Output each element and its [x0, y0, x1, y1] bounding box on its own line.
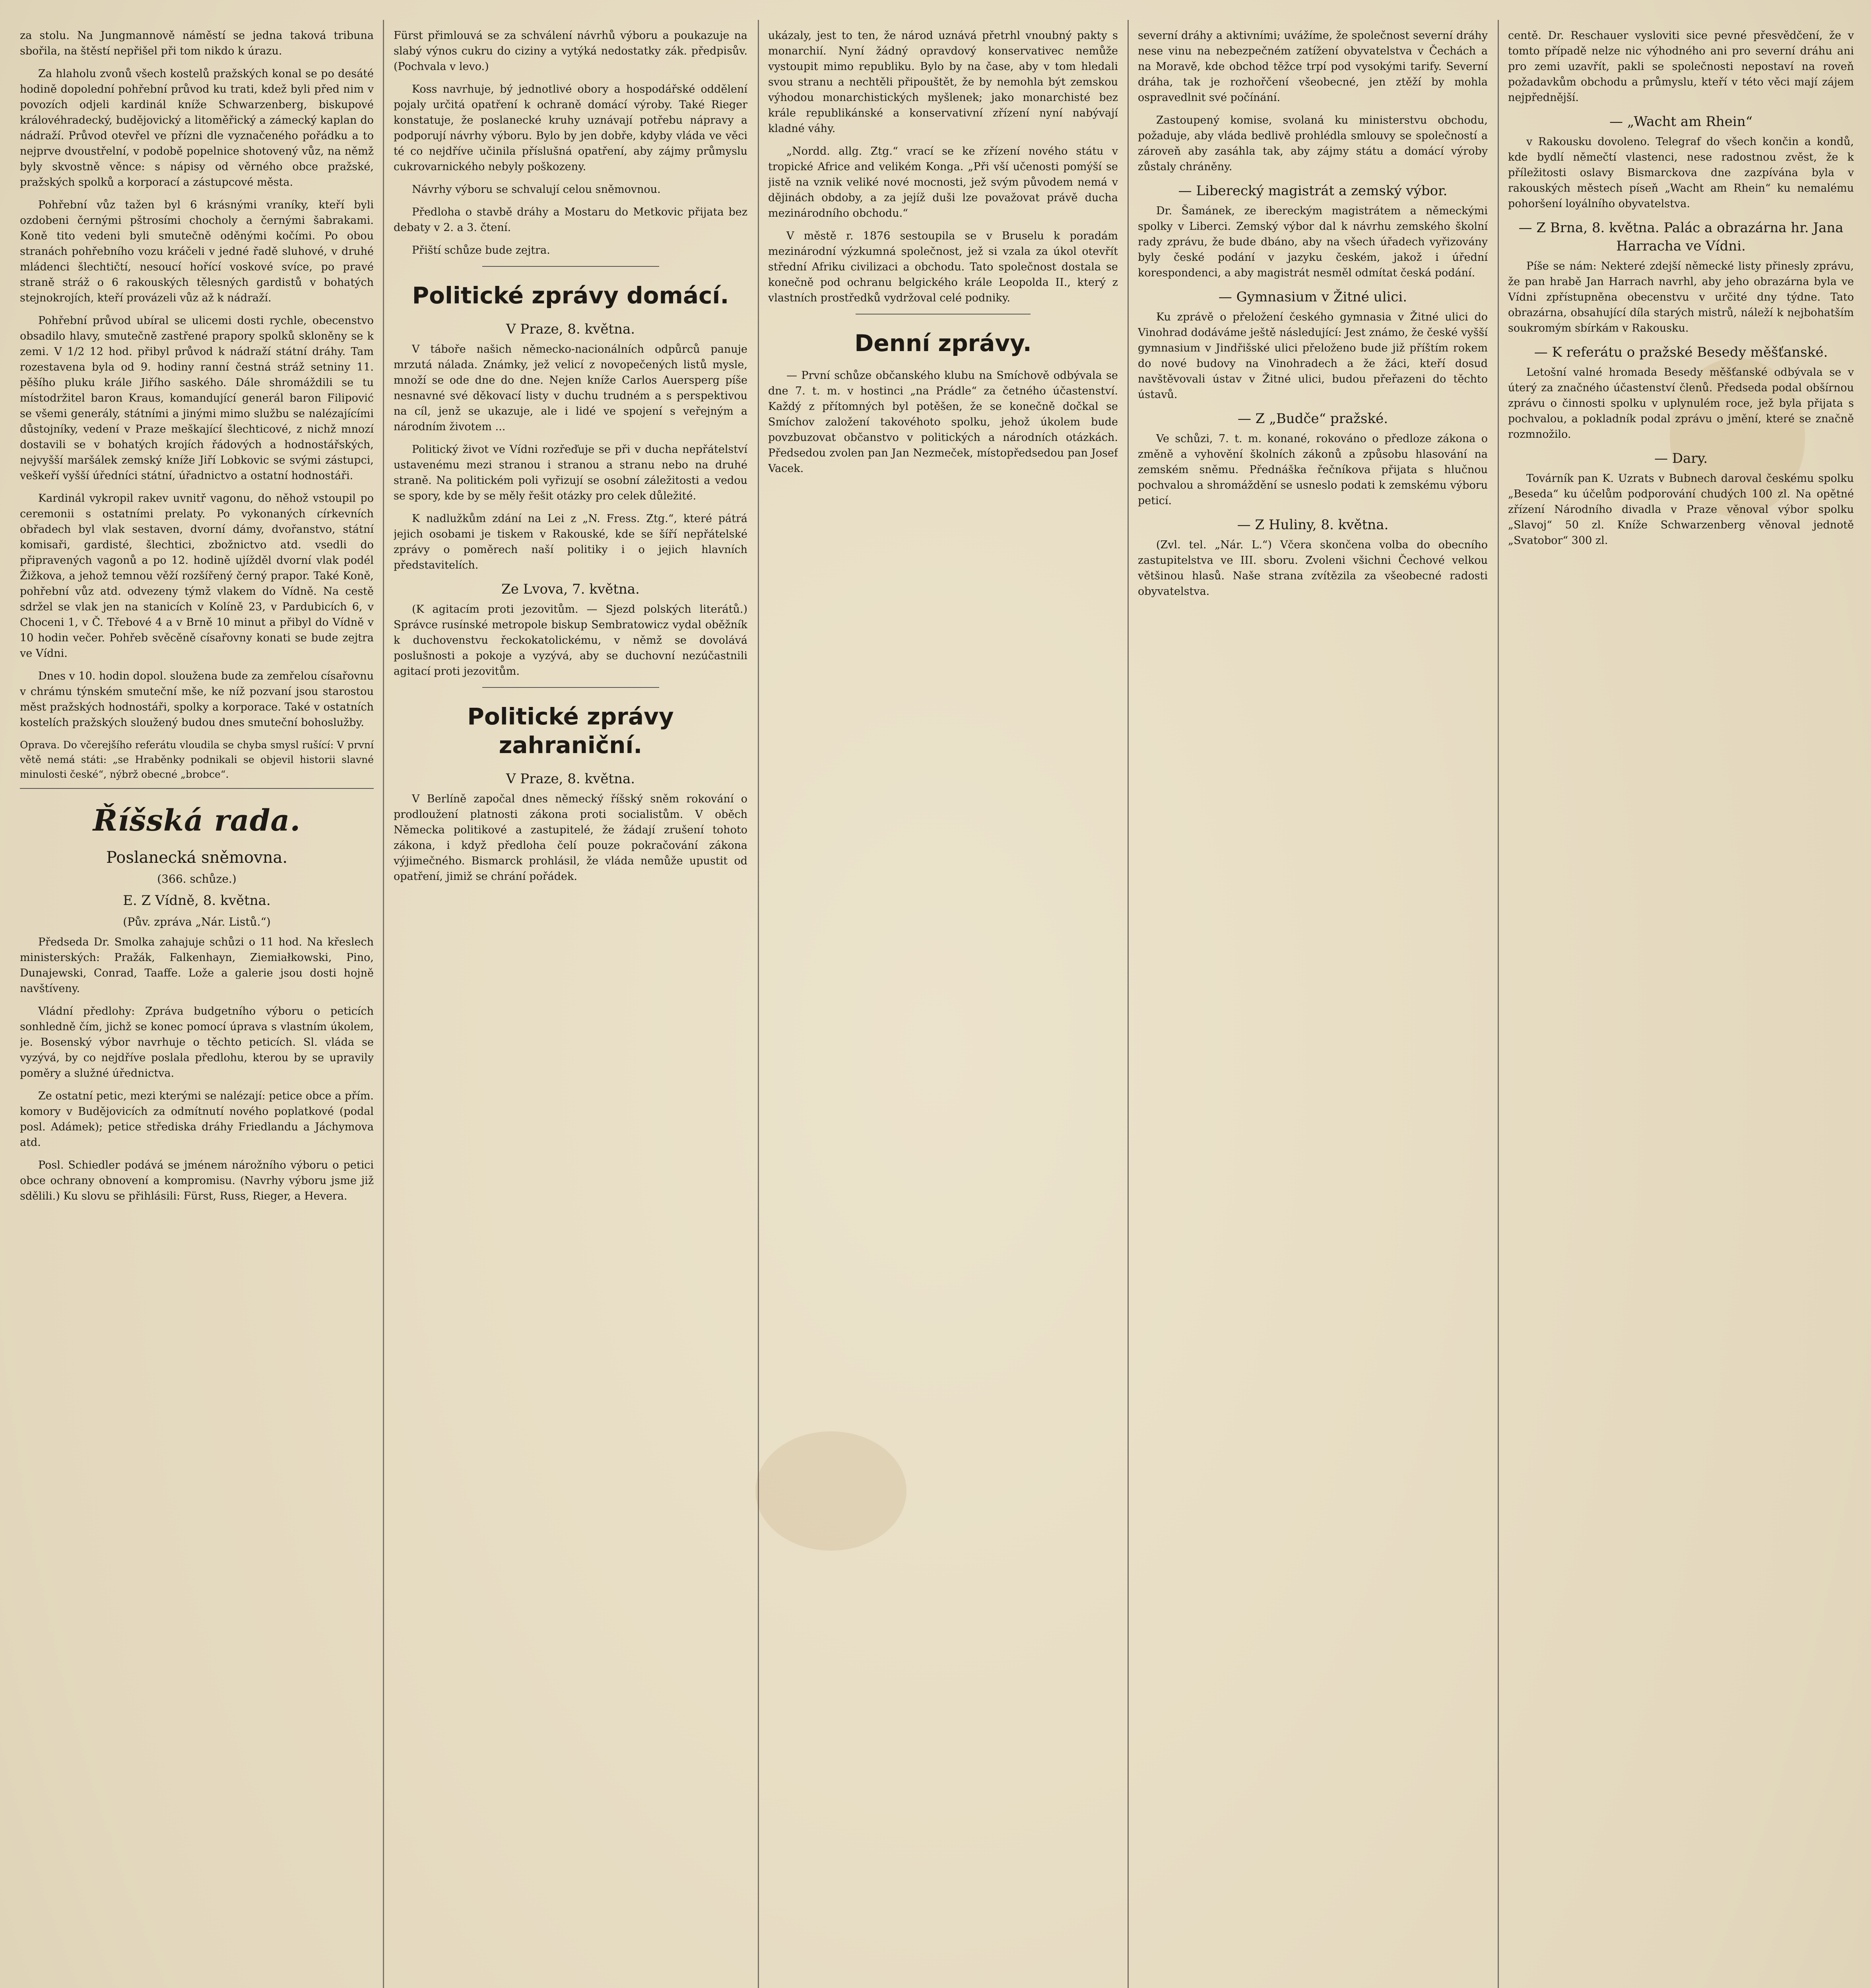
article-paragraph: Továrník pan K. Uzrats v Bubnech daroval českému spolku „Beseda“ ku účelům podporování chudých 100 zl. Na opětné zřízení Národního divadla v Praze věnoval výbor spolku „Slavoj“ 50 zl. Kníže Schwarzenberg věnoval jednotě „Svatobor“ 300 zl.: [1508, 472, 1854, 547]
article-paragraph: za stolu. Na Jungmannově náměstí se jedna taková tribuna sbořila, na štěstí nepřišel při tom nikdo k úrazu.: [20, 29, 374, 57]
article-paragraph: Přiští schůze bude zejtra.: [412, 244, 550, 256]
article-paragraph: Píše se nám: Nekteré zdejší německé listy přinesly zprávu, že pan hrabě Jan Harrach navrhl, aby jeho obrazárna byla ve Vídni zpřístupněna obecenstvu v určité dny týdne. Tato obrazárna, obsahující díla starých mistrů, náleží k nejbohatším soukromým sbírkám v Rakousku.: [1508, 260, 1854, 334]
article-paragraph: K nadlužkům zdání na Lei z „N. Fress. Ztg.“, které pátrá jejich osobami je tiskem v Rakouské, kde se šíří nepřátelské zprávy o poměrech naší politiky i o jejich hlavních představitelích.: [394, 513, 747, 571]
article-paragraph: Předseda Dr. Smolka zahajuje schůzi o 11 hod. Na křeslech ministerských: Pražák, Falkenhayn, Ziemiałkowski, Pino, Dunajewski, Conrad, Taaffe. Lože a galerie jsou dosti hojně navštíveny.: [20, 936, 374, 995]
column-3: [768, 28, 1118, 1988]
column-2: [394, 28, 747, 1988]
article-paragraph: Ku zprávě o přeložení českého gymnasia v Žitné ulici do Vinohrad dodáváme ještě následující: Jest známo, že české vyšší gymnasium v Jindřišské ulici přeloženo bude již příštím rokem do nové budovy na Vinohradech a že žáci, kteří dosud navštěvovali ústav v Žitné ulici, budou přeřazeni do těchto ústavů.: [1138, 311, 1488, 401]
section-title-daily: Denní zprávy.: [854, 330, 1032, 357]
article-paragraph: Posl. Schiedler podává se jménem nárožního výboru o petici obce ochrany obnovení a kompromisu. (Navrhy výboru jsme již sdělili.) Ku slovu se přihlásili: Fürst, Russ, Rieger, a Hevera.: [20, 1159, 374, 1202]
article-paragraph: (Zvl. tel. „Nár. L.“) Včera skončena volba do obecního zastupitelstva ve III. sboru. Zvoleni všichni Čechové velkou většinou hlasů. Naše strana zvítězila za všeobecné radosti obyvatelstva.: [1138, 539, 1488, 598]
article-paragraph: Pohřební průvod ubíral se ulicemi dosti rychle, obecenstvo obsadilo hlavy, smutečně zastřené prapory spolků skloněny se k zemi. V 1/2 12 hod. přibyl průvod k nádraží státní dráhy. Tam rozestavena byla od 9. hodiny ranní čestná stráž setniny 11. pěšího pluku krále Jiřího saského. Dále shromáždili se tu místodržitel baron Kraus, komandující generál baron Filipović se všemi generály, státními a jinými mimo službu se nalézajícími důstojníky, vedení v Praze meškající šlechticové, z nichž mnozí dostavili se v bohatých krojích řádových a hodnostářských, nejvyšší maršálek zemský kníže Jiří Lobkovic se svými zástupci, veškeří vyšší úředníci státní, úřadnictvo a ostatní hodnostáři.: [20, 315, 374, 482]
article-paragraph: ukázaly, jest to ten, že národ uznává přetrhl vnoubný pakty s monarchií. Nyní žádný opravdový konservativec nemůže vystoupit mimo republiku. Bylo by na čase, aby v tom hledali svou stranu a nechtěli připouštět, že by nemohla být zemskou výhodou monarchistických myšlenek; jako monarchisté bez krále republikánské a konservativní zřízení nyní nabývají kladné váhy.: [768, 29, 1118, 135]
divider: [482, 266, 659, 267]
dateline: V Praze, 8. května.: [506, 771, 635, 787]
dateline: Ze Lvova, 7. května.: [501, 581, 640, 597]
column-rule: [1128, 20, 1129, 1988]
dateline: V Praze, 8. května.: [506, 321, 635, 337]
column-1: [20, 28, 374, 1988]
section-title-foreign: Politické zprávy zahraniční.: [467, 703, 674, 759]
article-heading: — Dary.: [1654, 450, 1708, 466]
article-heading: — Z Huliny, 8. května.: [1237, 517, 1389, 533]
article-paragraph: Za hlaholu zvonů všech kostelů pražských konal se po desáté hodině dopolední pohřební průvod ku trati, kdež byli před nim v povozích odjeli kardinál kníže Schwarzenberg, biskupové královéhradecký, budějovický a litoměřický a zámecký kaplan do nádraží. Průvod otevřel ve přízni dle vyznačeného pořádku a to nejprve dvoustřelní, v podobě popelnice shotovený vůz, na němž byly skvostně věnce: s nápisy od věrného obce pražské, pražských spolků a korporací a zástupcové města.: [20, 68, 374, 188]
article-heading: — Liberecký magistrát a zemský výbor.: [1178, 183, 1448, 199]
column-4: [1138, 28, 1488, 1988]
article-paragraph: Předloha o stavbě dráhy a Mostaru do Metkovic přijata bez debaty v 2. a 3. čtení.: [394, 206, 747, 234]
article-paragraph: Ve schůzi, 7. t. m. konané, rokováno o předloze zákona o změně a vyhovění školních zákonů a způsobu hlasování na zemském sněmu. Přednáška řečníkova přijata s hlučnou pochvalou a shromáždění se usneslo podati k zemskému výboru peticí.: [1138, 433, 1488, 507]
column-rule: [383, 20, 384, 1988]
column-rule: [1498, 20, 1499, 1988]
article-paragraph: Kardinál vykropil rakev uvnitř vagonu, do něhož vstoupil po ceremonii s ostatními prelaty. Po vykonaných církevních obřadech byl vlak sestaven, dvorní dámy, dvořanstvo, státní komisaři, gardisté, šlechtici, zbožnictvo atd. vsedli do připravených vagonů a po 12. hodině ujížděl dvorní vlak podél Žižkova, a jehož temnou věží rozšířený černý prapor. Také Koně, pohřební vůz atd. odvezeny týmž vlakem do Vídně. Na cestě sdržel se vlak jen na stanicích v Kolíně 23, v Pardubicích 6, v Choceni 1, v Č. Třebové 4 a v Brně 10 minut a přibyl do Vídně v 10 hodin večer. Pohřeb svěcěně císařovny konati se bude zejtra ve Vídni.: [20, 492, 374, 660]
article-paragraph: Koss navrhuje, bý jednotlivé obory a hospodářské oddělení pojaly určitá opatření k ochraně domácí výroby. Také Rieger konstatuje, že poslanecké kruhy uznávají potřebu nápravy a podporují návrhy výboru. Bylo by jen dobře, kdyby vláda ve věci té co nejdříve učinila příslušná opatření, aby zájmy průmyslu cukrovarnického nebyly poškozeny.: [394, 83, 747, 173]
article-paragraph: severní dráhy a aktivními; uvážíme, že společnost severní dráhy nese vinu na nebezpečném zatížení obyvatelstva v Čechách a na Moravě, kde obchod těžce trpí pod vysokými tarify. Severní dráha, tak je rozhořčení všeobecné, jen ztěží by mohla ospravedlnit své počínání.: [1138, 29, 1488, 104]
article-paragraph: V táboře našich německo-nacionálních odpůrců panuje mrzutá nálada. Známky, jež velicí z novopečených listů mysle, množí se ode dne do dne. Nejen kníže Carlos Auersperg píše nesnavné své děkovací listy v duchu trudném a s perspektivou na cíl, jenž se ukazuje, ale i lidé ve spojení s veřejným a národním životem ...: [394, 343, 747, 433]
article-paragraph: (K agitacím proti jezovitům. — Sjezd polských literátů.) Správce rusínské metropole biskup Sembratowicz vydal oběžník k duchovenstvu řeckokatolickému, v němž se dovolává poslušnosti a pokoje a vyzývá, aby se duchovní nezúčastnili agitací proti jezovitům.: [394, 603, 747, 678]
article-paragraph: — První schůze občanského klubu na Smíchově odbývala se dne 7. t. m. v hostinci „na Prádle“ za četného účastenství. Každý z přítomných byl potěšen, že se konečně dočkal se Smíchov založení takovéhoto spolku, jehož úkolem bude povzbuzovat občanstvo v politických a národních otázkách. Předsedou zvolen pan Jan Nezmeček, místopředsedou pan Josef Vacek.: [768, 369, 1118, 475]
article-paragraph: Návrhy výboru se schvalují celou sněmovnou.: [412, 183, 661, 196]
article-paragraph: v Rakousku dovoleno. Telegraf do všech končin a kondů, kde bydlí němečtí vlastenci, nese radostnou zvěst, že k příležitosti oslavy Bismarckova dne zazpívána byla v rakouských městech píseň „Wacht am Rhein“ ku nemalému pohoršení loyálního obyvatelstva.: [1508, 136, 1854, 210]
article-paragraph: Dnes v 10. hodin dopol. sloužena bude za zemřelou císařovnu v chrámu týnském smuteční mše, ke níž pozvaní jsou starostou měst pražských hodnostáři, spolky a korporace. Také v ostatních kostelích pražských sloužený budou dnes smuteční bohoslužby.: [20, 670, 374, 729]
article-paragraph: Dr. Šamánek, ze ibereckým magistrátem a německými spolky v Liberci. Zemský výbor dal k návrhu zemského školní rady zprávu, že bude dbáno, aby na všech úřadech vyřizovány byly české podání v jazyku českém, jakož i úřední korespondenci, a aby magistrát nesměl odmítat česká podání.: [1138, 205, 1488, 279]
article-paragraph: Ze ostatní petic, mezi kterými se nalézají: petice obce a přím. komory v Budějovicích za odmítnutí nového poplatkové (podal posl. Adámek); petice střediska dráhy Friedlandu a Jáchymova atd.: [20, 1090, 374, 1149]
session-number: (366. schůze.): [157, 872, 237, 885]
article-paragraph: Fürst přimlouvá se za schválení návrhů výboru a poukazuje na slabý výnos cukru do ciziny a vytýká nedostatky zák. předpisův. (Pochvala v levo.): [394, 29, 747, 73]
article-heading: — Z „Budče“ pražské.: [1237, 411, 1388, 427]
correction-note: Oprava. Do včerejšího referátu vloudila se chyba smysl rušící: V první větě nemá státi: „se Hraběnky podnikali se objevil historii slavné minulosti české“, nýbrž obecné „brobce“.: [20, 738, 374, 789]
dateline: E. Z Vídně, 8. května.: [123, 893, 271, 909]
divider: [856, 314, 1031, 315]
article-heading: — Z Brna, 8. května. Palác a obrazárna hr. Jana Harracha ve Vídni.: [1518, 220, 1844, 254]
section-subtitle: Poslanecká sněmovna.: [106, 848, 288, 867]
article-heading: — K referátu o pražské Besedy měšťanské.: [1534, 344, 1828, 360]
article-heading: — „Wacht am Rhein“: [1609, 114, 1753, 130]
article-paragraph: centě. Dr. Reschauer vysloviti sice pevné přesvědčení, že v tomto případě nelze nic výhodného ani pro severní dráhu ani pro zemi uzavřít, pakli se společnosti nepostaví na roveň požadavkům obchodu a průmyslu, kteří v této věci mají zájem nejpřednější.: [1508, 29, 1854, 104]
article-paragraph: Vládní předlohy: Zpráva budgetního výboru o peticích sonhledně čím, jichž se konec pomocí úprava s vlastním úkolem, je. Bosenský výbor navrhuje o těchto peticích. Sl. vláda se vyzývá, by co nejdříve poslala předlohu, kterou by se upravily poměry a služné úřednictva.: [20, 1005, 374, 1079]
section-title-domestic: Politické zprávy domácí.: [412, 282, 729, 309]
article-paragraph: V městě r. 1876 sestoupila se v Bruselu k poradám mezinárodní výzkumná společnost, jež si vzala za úkol otevřít střední Afriku civilizaci a obchodu. Tato společnost dostala se konečně pod ochranu belgického krále Leopolda II., který z vlastních prostředků vydržoval celé podniky.: [768, 230, 1118, 304]
article-paragraph: Letošní valné hromada Besedy měšťanské odbývala se v úterý za značného účastenství členů. Předseda podal obšírnou zprávu o činnosti spolku v uplynulém roce, jež byla přijata s pochvalou, a pokladník podal zprávu o jmění, které se značně rozmnožilo.: [1508, 366, 1854, 441]
article-paragraph: Politický život ve Vídni rozřeďuje se při v ducha nepřátelství ustavenému mezi stranou i stranou a stranu nebo na druhé straně. Na politickém poli vyřizují se osobní záležitosti a vedou se spory, kde by se měly řešit otázky pro celek důležité.: [394, 443, 747, 502]
column-5: [1508, 28, 1854, 1988]
article-heading: — Gymnasium v Žitné ulici.: [1218, 289, 1407, 305]
article-paragraph: Pohřební vůz tažen byl 6 krásnými vraníky, kteří byli ozdobeni černými pštrosími chocholy a černými šabrakami. Koně tito vedeni byli smutečně oděnými kočími. Po obou stranách pohřebního vozu kráčeli v jedné řadě sluhové, v druhé mládenci šlechtičtí, nesoucí hořící voskové svíce, po pravé straně stráž o 6 rakouských tělesných gardistů v bohatých stejnokrojích, kteří provázeli vůz až k nádraží.: [20, 199, 374, 304]
article-paragraph: V Berlíně započal dnes německý říšský sněm rokování o prodloužení platnosti zákona proti socialistům. V oběch Německa politikové a zastupitelé, že žádají zrušení tohoto zákona, i když předloha čelí pouze pokračování zákona výjimečného. Bismarck prohlásil, že vláda nemůže upustit od opatření, jimiž se chrání pořádek.: [394, 793, 747, 883]
section-title-rada: Říšská rada.: [93, 804, 301, 838]
article-paragraph: „Nordd. allg. Ztg.“ vrací se ke zřízení nového státu v tropické Africe and velikém Konga. „Při vší učenosti pomýší se jistě na vznik veliké nové mocnosti, jež svým původem nemá v dějinách obdoby, a za jejíž duši lze považovat právě ducha mezinárodního obchodu.“: [768, 145, 1118, 219]
column-rule: [758, 20, 759, 1988]
divider: [482, 687, 659, 688]
article-paragraph: Zastoupený komise, svolaná ku ministerstvu obchodu, požaduje, aby vláda bedlivě prohlédla smlouvy se společností a zároveň aby zasáhla tak, aby zájmy státu a domácí výroby zůstaly chráněny.: [1138, 114, 1488, 173]
source-note: (Pův. zpráva „Nár. Listů.“): [123, 915, 271, 928]
